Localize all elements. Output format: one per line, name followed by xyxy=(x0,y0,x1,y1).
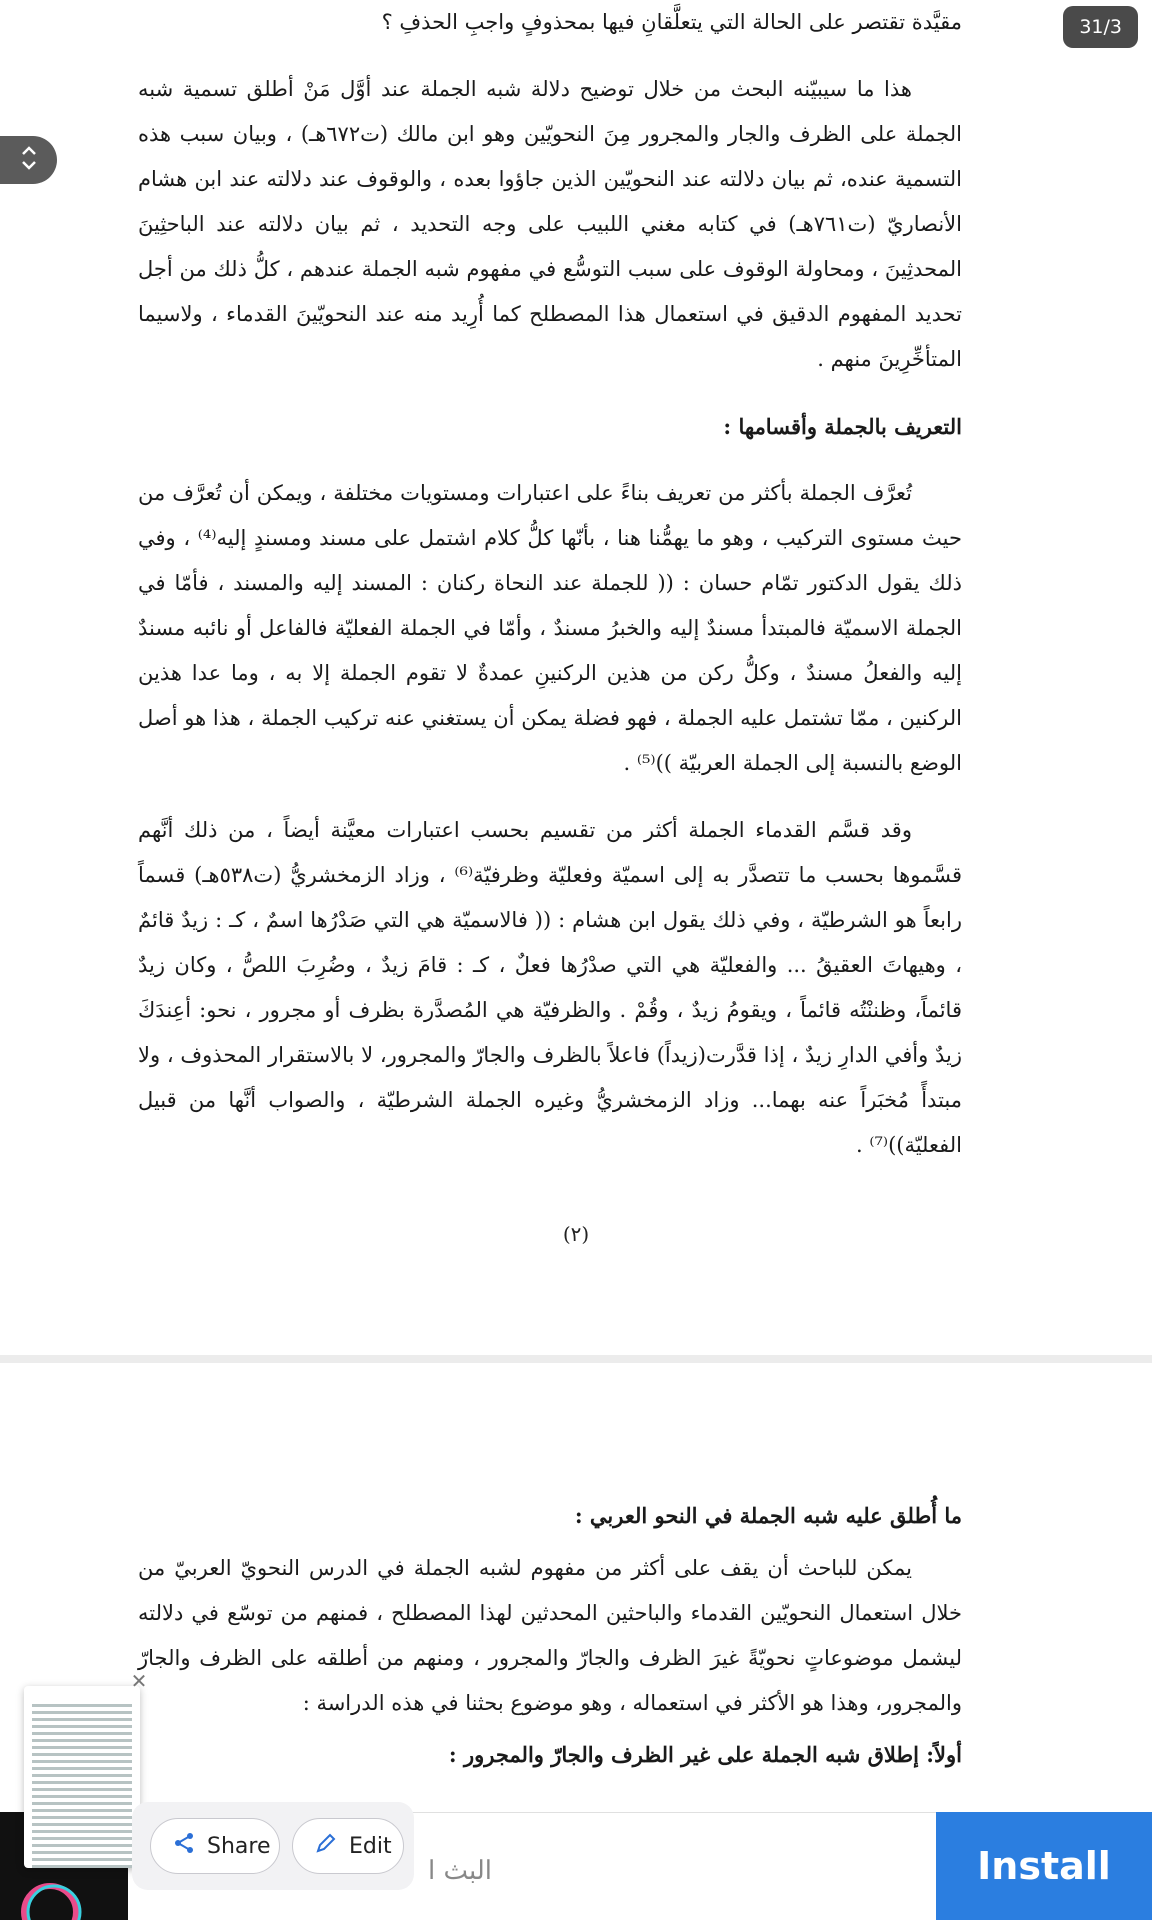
page1-text xyxy=(138,0,962,1168)
thumbnail-preview xyxy=(32,1700,132,1868)
share-button[interactable] xyxy=(150,1818,280,1874)
ad-text: البث ا xyxy=(427,1856,492,1886)
subheading-first: أولاً: إطلاق شبه الجملة على غير الظرف والجارّ والمجرور : xyxy=(448,1742,962,1767)
page-thumbnail[interactable] xyxy=(24,1686,140,1868)
page-counter-badge: 31/3 xyxy=(1063,6,1138,48)
page2-text xyxy=(138,1493,962,1777)
paragraph-sentence-division: وقد قسَّم القدماء الجملة أكثر من تقسيم بحسب اعتبارات معيَّنة أيضاً ، من ذلك أنَّهم قسَّموها بحسب ما تتصدَّر به إلى اسميّة وفعليّة وظرفيّة⁽⁶⁾ ، وزاد الزمخشريُّ (ت٥٣٨هـ) قسماً رابعاً هو الشرطيّة ، وفي ذلك يقول ابن هشام : (( فالاسميّة هي التي صَدْرُها اسمٌ ، كـ : زيدٌ قائمٌ ، وهيهاتَ العقيقُ ... والفعليّة هي التي صدْرُها فعلٌ ، كـ : قامَ زيدٌ ، وضُرِبَ اللصُّ ، وكان زيدٌ قائماً، وظننْتُه قائماً ، ويقومُ زيدٌ ، وقُمْ . والظرفيّة هي المُصدَّرة بظرف أو مجرور ، نحو: أعِندَكَ زيدٌ وأفي الدارِ زيدٌ ، إذا قدَّرت(زيداً) فاعلاً بالظرف والجارّ والمجرور، لا بالاستقرار المحذوف ، ولا مبتدأً مُخبَراً عنه بهما... وزاد الزمخشريُّ وغيره الجملة الشرطيّة ، والصواب أنَّها من قبيل الفعليّة))⁽⁷⁾ . xyxy=(138,818,962,1157)
page-divider xyxy=(0,1355,1152,1363)
pencil-icon xyxy=(315,1832,337,1860)
paragraph-sentence-definition: تُعرَّف الجملة بأكثر من تعريف بناءً على اعتبارات ومستويات مختلفة ، ويمكن أن تُعرَّف من حيث مستوى التركيب ، وهو ما يهمُّنا هنا ، بأنّها كلُّ كلام اشتمل على مسند ومسندٍ إليه⁽⁴⁾ ، وفي ذلك يقول الدكتور تمّام حسان : (( للجملة عند النحاة ركنان : المسند إليه والمسند ، فأمّا في الجملة الاسميّة فالمبتدأ مسندٌ إليه والخبرُ مسندٌ ، وأمّا في الجملة الفعليّة فالفاعل أو نائبه مسندٌ إليه والفعلُ مسندٌ ، وكلُّ ركن من هذين الركنينِ عمدةٌ لا تقوم الجملة إلا به ، وما عدا هذين الركنين ، ممّا تشتمل عليه الجملة ، فهو فضلة يمكن أن يستغني عنه تركيب الجملة ، هذا هو أصل الوضع بالنسبة إلى الجملة العربيّة ))⁽⁵⁾ . xyxy=(138,481,962,775)
install-button[interactable]: Install xyxy=(936,1812,1152,1920)
edit-button[interactable] xyxy=(292,1818,404,1874)
page-number: (٢) xyxy=(562,1222,590,1246)
paragraph-semi-sentence: يمكن للباحث أن يقف على أكثر من مفهوم لشبه الجملة في الدرس النحويّ العربيّ من خلال استعمال النحويّين القدماء والباحثين المحدثين لهذا المصطلح ، فمنهم من توسّع في دلالته ليشمل موضوعاتٍ نحويّةً غيرَ الظرف والجارّ والمجرور ، ومنهم من أطلقه على الظرف والجارّ والمجرور، وهذا هو الأكثر في استعماله ، وهو موضوع بحثنا في هذه الدراسة : xyxy=(138,1556,962,1715)
paragraph-intro: هذا ما سيبيّنه البحث من خلال توضيح دلالة شبه الجملة عند أوَّل مَنْ أطلق تسمية شبه الجملة على الظرف والجار والمجرور مِنَ النحويّين وهو ابن مالك (ت٦٧٢هـ) ، وبيان سبب هذه التسمية عنده، ثم بيان دلالته عند النحويّين الذين جاؤوا بعده ، والوقوف عند دلالته عند ابن هشام الأنصاريّ (ت٧٦١هـ) في كتابه مغني اللبيب على وجه التحديد ، ثم بيان دلالته عند الباحثِينَ المحدثِينَ ، ومحاولة الوقوف على سبب التوسُّع في مفهوم شبه الجملة عندهم ، كلُّ ذلك من أجل تحديد المفهوم الدقيق في استعمال هذا المصطلح كما أُرِيد منه عند النحويّينَ القدماء ، ولاسيما المتأخِّرِينَ منهم . xyxy=(138,77,962,371)
share-label: Share xyxy=(207,1833,271,1859)
close-icon[interactable]: ✕ xyxy=(130,1669,148,1693)
chevron-up-down-icon xyxy=(19,141,39,179)
section-heading-sentence-definition: التعريف بالجملة وأقسامها : xyxy=(723,414,962,439)
edit-label: Edit xyxy=(349,1833,392,1859)
section-heading-semi-sentence: ما أُطلق عليه شبه الجملة في النحو العربي : xyxy=(574,1503,962,1528)
scroll-handle[interactable] xyxy=(0,136,57,184)
top-line: مقيَّدة تقتصر على الحالة التي يتعلَّقانِ فيها بمحذوفٍ واجبِ الحذفِ ؟ xyxy=(381,10,962,34)
share-icon xyxy=(173,1832,195,1860)
